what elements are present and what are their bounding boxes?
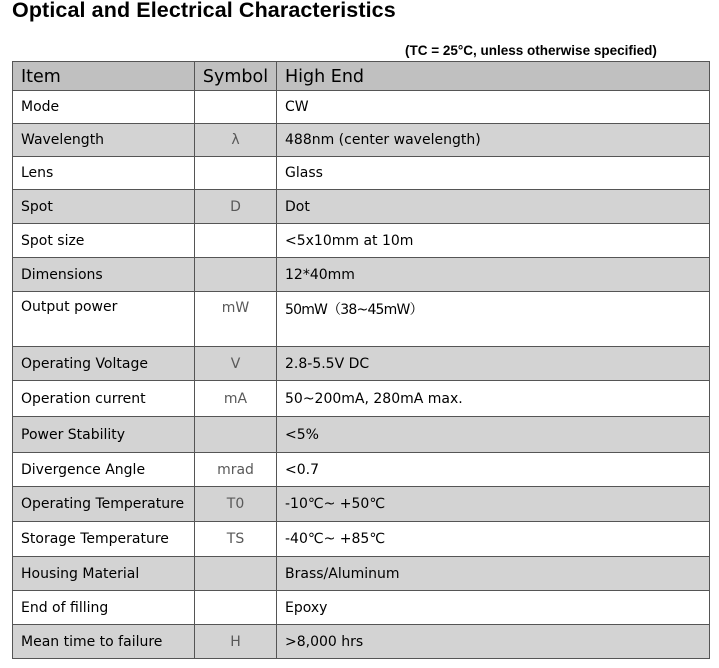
row-symbol (195, 591, 277, 625)
table-row (13, 157, 710, 190)
table-row (13, 258, 710, 292)
row-value: <5x10mm at 10m (277, 224, 710, 258)
table-row (13, 91, 710, 124)
row-item: Lens (13, 157, 195, 190)
row-value: Glass (277, 157, 710, 190)
characteristics-table (12, 61, 710, 659)
row-item: Operating Temperature (13, 487, 195, 522)
row-value (277, 292, 710, 347)
row-value: <0.7 (277, 453, 710, 487)
header-symbol: Symbol (195, 62, 277, 91)
table-row (13, 417, 710, 453)
row-symbol: V (195, 347, 277, 381)
table-row (13, 347, 710, 381)
row-symbol (195, 91, 277, 124)
row-value: Dot (277, 190, 710, 224)
row-symbol (195, 258, 277, 292)
row-value: -40℃~ +85℃ (277, 522, 710, 557)
table-row (13, 487, 710, 522)
table-row (13, 292, 710, 347)
row-symbol: T0 (195, 487, 277, 522)
row-value: >8,000 hrs (277, 625, 710, 659)
row-item: Storage Temperature (13, 522, 195, 557)
row-item: Spot (13, 190, 195, 224)
row-symbol: λ (195, 124, 277, 157)
header-item: Item (13, 62, 195, 91)
row-symbol (195, 224, 277, 258)
row-symbol: D (195, 190, 277, 224)
row-item: Wavelength (13, 124, 195, 157)
row-item: Dimensions (13, 258, 195, 292)
table-row (13, 557, 710, 591)
table-row (13, 224, 710, 258)
row-symbol: TS (195, 522, 277, 557)
row-item: Operating Voltage (13, 347, 195, 381)
row-item: Divergence Angle (13, 453, 195, 487)
row-value: Epoxy (277, 591, 710, 625)
table-row (13, 190, 710, 224)
row-item: Operation current (13, 381, 195, 417)
row-value: 12*40mm (277, 258, 710, 292)
row-item: Power Stability (13, 417, 195, 453)
table-row (13, 124, 710, 157)
table-row (13, 625, 710, 659)
row-symbol: mrad (195, 453, 277, 487)
row-symbol: mW (195, 292, 277, 347)
row-symbol (195, 417, 277, 453)
row-item: End of filling (13, 591, 195, 625)
row-symbol (195, 557, 277, 591)
table-row (13, 381, 710, 417)
conditions-note: (TC = 25°C, unless otherwise specified) (405, 43, 657, 58)
row-value: CW (277, 91, 710, 124)
page-title: Optical and Electrical Characteristics (12, 0, 396, 22)
row-value: -10℃~ +50℃ (277, 487, 710, 522)
row-value: 2.8-5.5V DC (277, 347, 710, 381)
row-item: Housing Material (13, 557, 195, 591)
row-value: 50~200mA, 280mA max. (277, 381, 710, 417)
row-value: <5% (277, 417, 710, 453)
header-value: High End (277, 62, 710, 91)
row-item: Spot size (13, 224, 195, 258)
row-item: Mode (13, 91, 195, 124)
row-item: Mean time to failure (13, 625, 195, 659)
table-row (13, 522, 710, 557)
row-item: Output power (13, 292, 195, 347)
table-row (13, 591, 710, 625)
row-value: Brass/Aluminum (277, 557, 710, 591)
row-symbol: mA (195, 381, 277, 417)
output-power-value: 50mW（38~45mW） (285, 302, 423, 318)
table-header-row (13, 62, 710, 91)
row-symbol (195, 157, 277, 190)
row-symbol: H (195, 625, 277, 659)
row-value: 488nm (center wavelength) (277, 124, 710, 157)
table-row (13, 453, 710, 487)
